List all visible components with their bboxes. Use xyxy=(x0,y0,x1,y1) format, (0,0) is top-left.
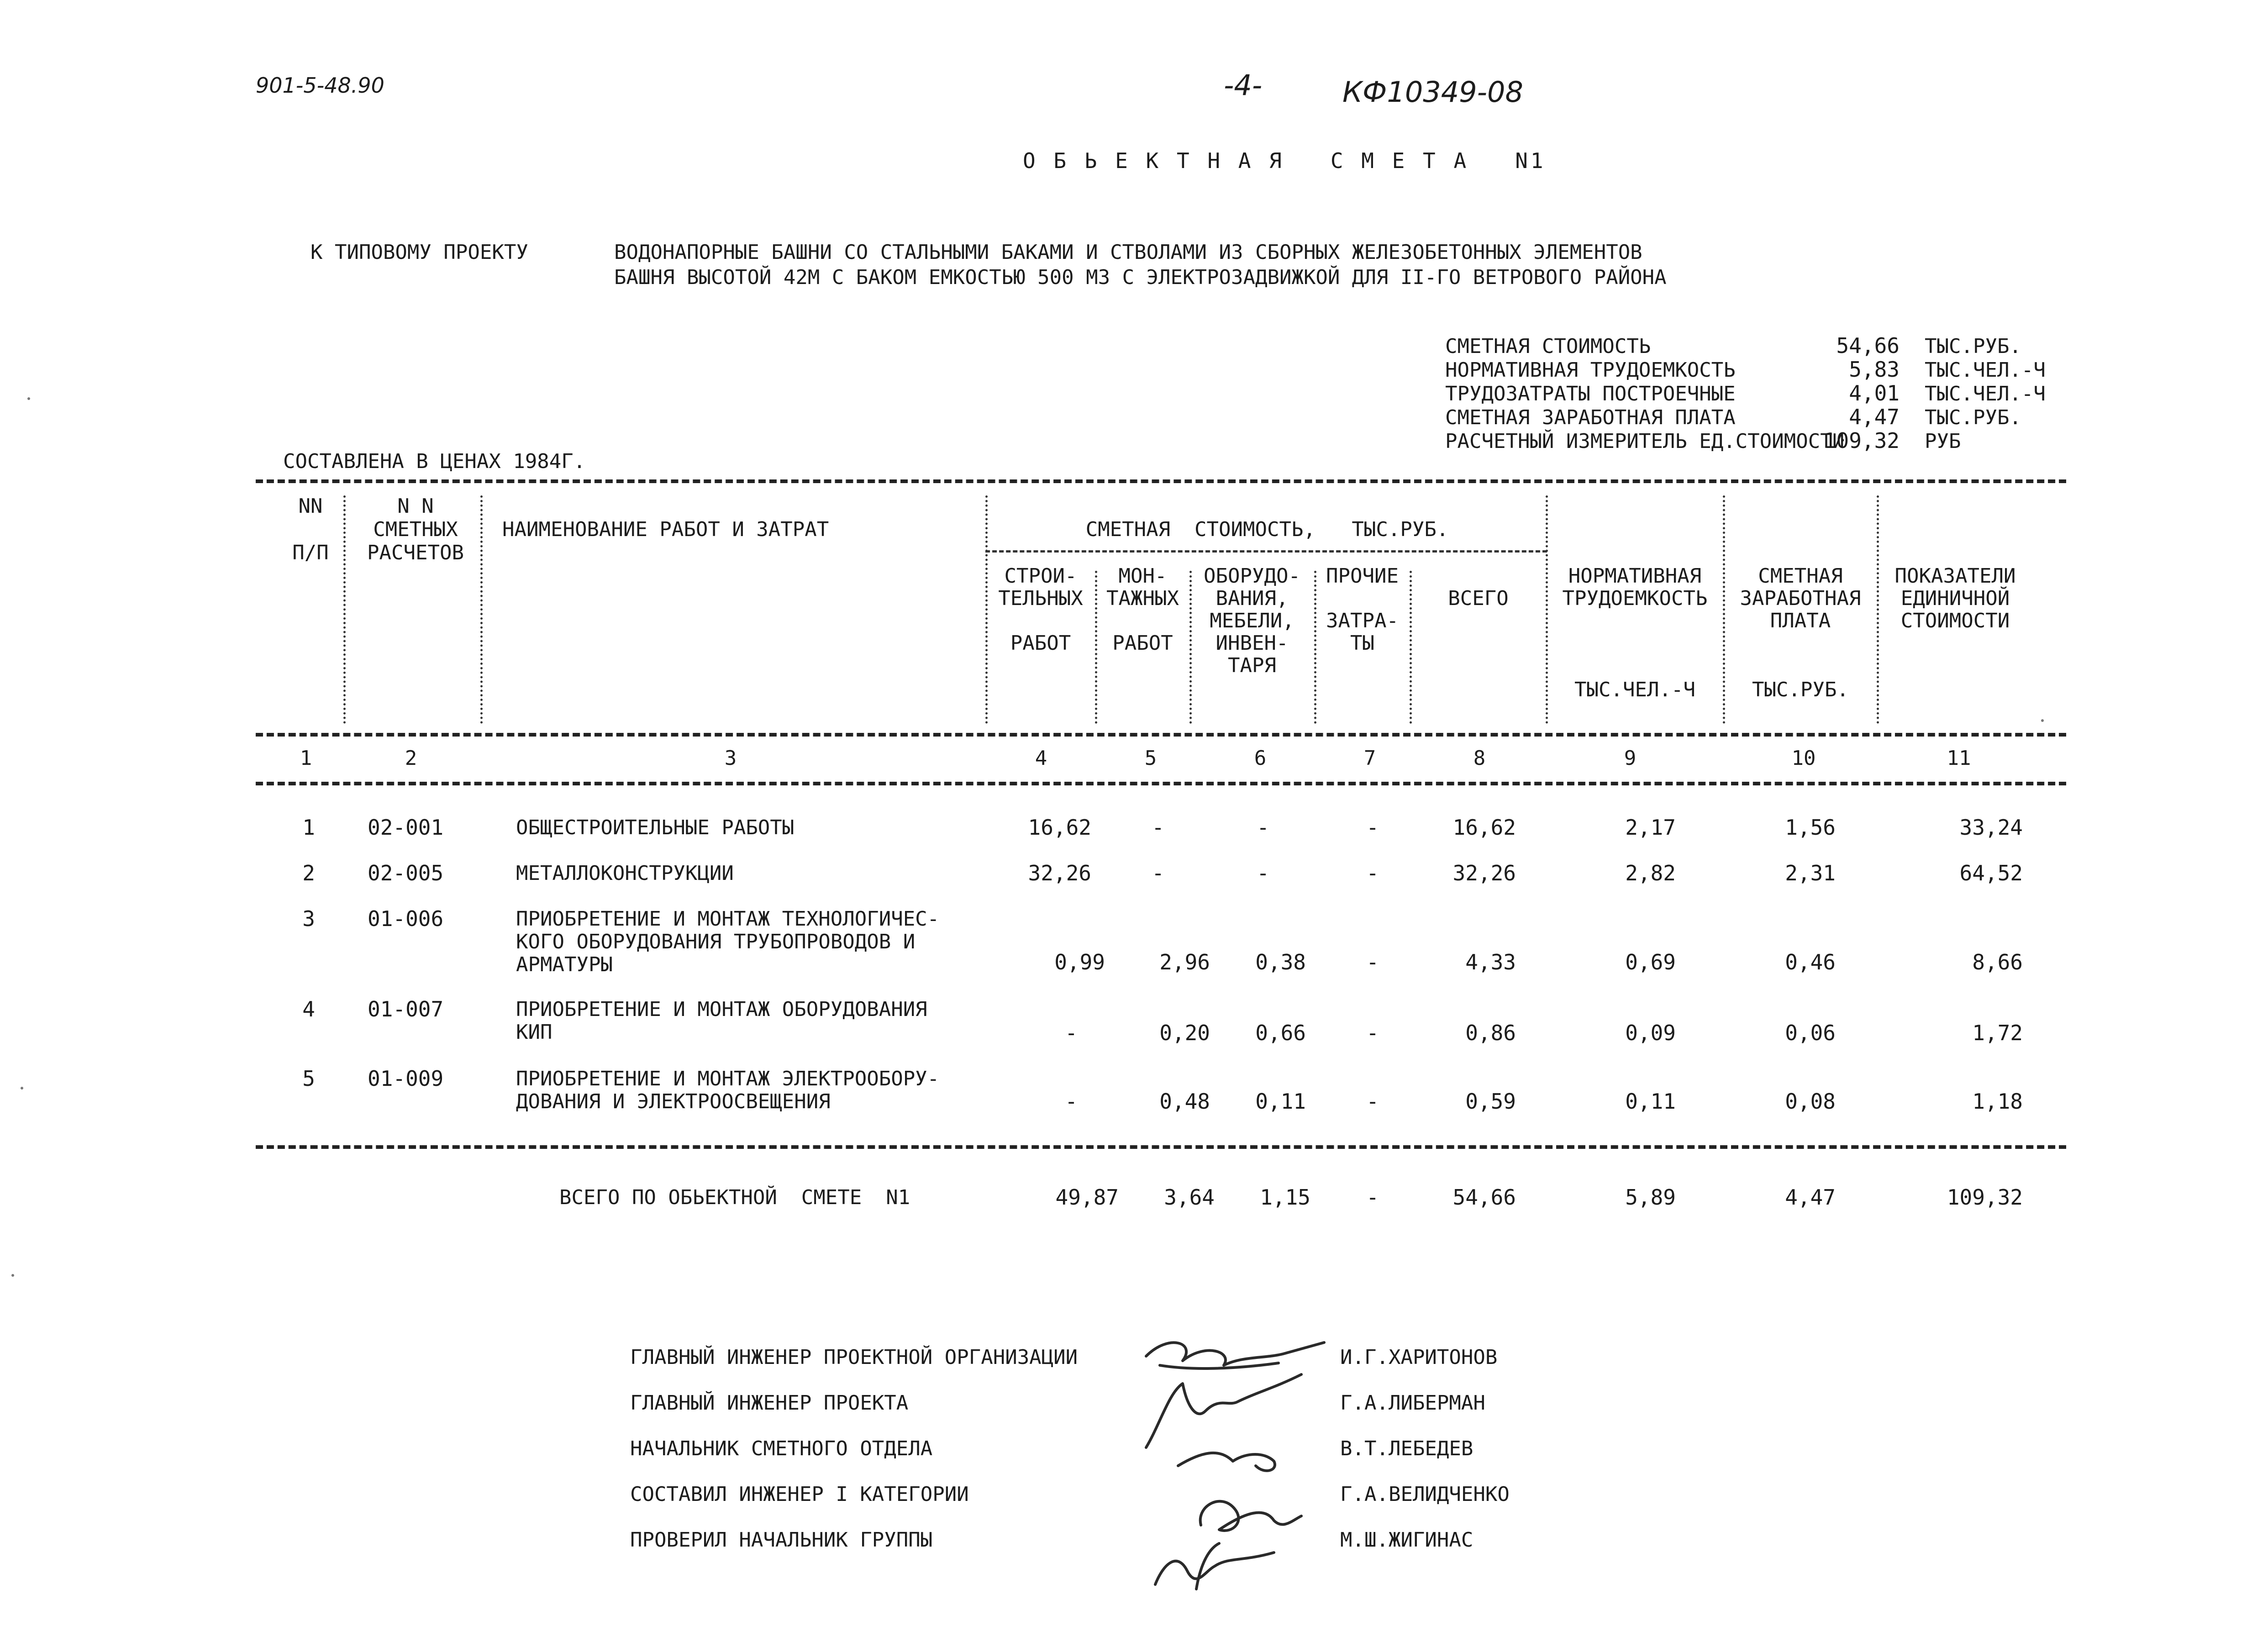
work-name: ПРИОБРЕТЕНИЕ И МОНТАЖ ТЕХНОЛОГИЧЕС- xyxy=(516,907,940,931)
header-name: НАИМЕНОВАНИЕ РАБОТ И ЗАТРАТ xyxy=(502,518,829,541)
work-name: ДОВАНИЯ И ЭЛЕКТРООСВЕЩЕНИЯ xyxy=(516,1090,831,1113)
cell-mounting: - xyxy=(1152,861,1164,885)
cell-other: - xyxy=(1366,861,1379,885)
header-equipment: ОБОРУДО- xyxy=(1204,564,1300,588)
work-name: МЕТАЛЛОКОНСТРУКЦИИ xyxy=(516,862,734,885)
header-wage: ПЛАТА xyxy=(1770,609,1831,632)
cell-construction: 32,26 xyxy=(1028,861,1091,885)
cell-unit-cost: 8,66 xyxy=(1972,950,2023,974)
column-number: 3 xyxy=(724,747,737,770)
column-number: 5 xyxy=(1144,747,1157,770)
cell-unit-cost: 1,18 xyxy=(1972,1089,2023,1114)
summary-value: 5,83 xyxy=(1849,357,1900,382)
cell-mounting: 0,20 xyxy=(1159,1021,1210,1045)
column-number: 10 xyxy=(1791,747,1816,770)
scan-speck xyxy=(2041,719,2044,722)
column-number: 7 xyxy=(1363,747,1376,770)
calc-code: 02-001 xyxy=(368,815,444,840)
row-number: 3 xyxy=(302,906,315,931)
summary-label: НОРМАТИВНАЯ ТРУДОЕМКОСТЬ xyxy=(1445,358,1736,382)
header-labor-unit: ТЫС.ЧЕЛ.-Ч xyxy=(1574,678,1695,701)
scan-speck xyxy=(27,397,30,400)
handwritten-signatures xyxy=(1128,1315,1338,1598)
cell-wage: 2,31 xyxy=(1785,861,1836,885)
row-number: 5 xyxy=(302,1066,315,1091)
total-mounting: 3,64 xyxy=(1164,1185,1215,1210)
cell-construction: 16,62 xyxy=(1028,815,1091,840)
header-equipment: ТАРЯ xyxy=(1228,654,1276,677)
header-unit-cost: ПОКАЗАТЕЛИ xyxy=(1894,564,2016,588)
signatory-name: М.Ш.ЖИГИНАС xyxy=(1340,1528,1473,1552)
signatory-role: НАЧАЛЬНИК СМЕТНОГО ОТДЕЛА xyxy=(630,1437,933,1460)
column-separator xyxy=(343,495,346,724)
header-equipment: ВАНИЯ, xyxy=(1216,587,1289,610)
header-unit-cost: ЕДИНИЧНОЙ xyxy=(1900,587,2010,610)
header-mounting: МОН- xyxy=(1118,564,1167,588)
project-label: К ТИПОВОМУ ПРОЕКТУ xyxy=(310,241,528,264)
header-other: ЗАТРА- xyxy=(1326,609,1399,632)
cell-equipment: - xyxy=(1257,861,1269,885)
header-wage: ЗАРАБОТНАЯ xyxy=(1740,587,1861,610)
signature-stroke xyxy=(1200,1501,1301,1531)
header-wage-unit: ТЫС.РУБ. xyxy=(1752,678,1849,701)
signatory-role: СОСТАВИЛ ИНЖЕНЕР I КАТЕГОРИИ xyxy=(630,1483,969,1506)
cell-total: 0,86 xyxy=(1465,1021,1516,1045)
cell-construction: - xyxy=(1065,1089,1078,1114)
total-wage: 4,47 xyxy=(1785,1185,1836,1210)
column-number: 2 xyxy=(405,747,417,770)
work-name: КОГО ОБОРУДОВАНИЯ ТРУБОПРОВОДОВ И xyxy=(516,930,916,953)
header-wage: СМЕТНАЯ xyxy=(1758,564,1843,588)
document-code: 901-5-48.90 xyxy=(256,73,384,98)
cell-unit-cost: 64,52 xyxy=(1959,861,2023,885)
cell-mounting: 2,96 xyxy=(1159,950,1210,974)
table-top-rule xyxy=(256,479,2066,483)
total-label: ВСЕГО ПО ОБЬЕКТНОЙ СМЕТЕ N1 xyxy=(559,1186,910,1209)
header-labor: ТРУДОЕМКОСТЬ xyxy=(1562,587,1708,610)
column-number: 11 xyxy=(1947,747,1971,770)
cost-group-rule xyxy=(985,550,1547,553)
row-number: 4 xyxy=(302,997,315,1021)
cell-construction: 0,99 xyxy=(1054,950,1105,974)
project-title-line1: ВОДОНАПОРНЫЕ БАШНИ СО СТАЛЬНЫМИ БАКАМИ И СТВОЛАМИ ИЗ СБОРНЫХ ЖЕЛЕЗОБЕТОННЫХ ЭЛЕМЕНТОВ xyxy=(614,241,1642,264)
cell-labor: 0,69 xyxy=(1625,950,1676,974)
header-equipment: МЕБЕЛИ, xyxy=(1210,609,1294,632)
column-numbers-rule xyxy=(256,782,2066,785)
cell-wage: 1,56 xyxy=(1785,815,1836,840)
sheet-stamp: КФ10349-08 xyxy=(1342,75,1523,109)
work-name: КИП xyxy=(516,1021,553,1044)
signature-stroke xyxy=(1146,1342,1324,1365)
calc-code: 01-009 xyxy=(368,1066,444,1091)
signature-stroke xyxy=(1155,1553,1274,1584)
cell-labor: 2,17 xyxy=(1625,815,1676,840)
cell-other: - xyxy=(1366,950,1379,974)
cell-total: 16,62 xyxy=(1452,815,1516,840)
calc-code: 01-006 xyxy=(368,906,444,931)
work-name: ПРИОБРЕТЕНИЕ И МОНТАЖ ЭЛЕКТРООБОРУ- xyxy=(516,1067,940,1090)
summary-unit: ТЫС.ЧЕЛ.-Ч xyxy=(1925,382,2046,405)
header-equipment: ИНВЕН- xyxy=(1216,632,1289,655)
page-number: -4- xyxy=(1224,68,1263,102)
summary-value: 4,47 xyxy=(1849,405,1900,429)
table-bottom-rule xyxy=(256,1145,2066,1149)
summary-unit: ТЫС.ЧЕЛ.-Ч xyxy=(1925,358,2046,382)
cell-other: - xyxy=(1366,1089,1379,1114)
cell-wage: 0,46 xyxy=(1785,950,1836,974)
cell-equipment: 0,66 xyxy=(1255,1021,1306,1045)
signature-stroke xyxy=(1146,1374,1301,1448)
summary-label: СМЕТНАЯ СТОИМОСТЬ xyxy=(1445,335,1651,358)
project-title-line2: БАШНЯ ВЫСОТОЙ 42М С БАКОМ ЕМКОСТЬЮ 500 М3 С ЭЛЕКТРОЗАДВИЖКОЙ ДЛЯ II-ГО ВЕТРОВОГО РАЙОНА xyxy=(614,266,1667,289)
column-number: 9 xyxy=(1624,747,1637,770)
cell-equipment: 0,11 xyxy=(1255,1089,1306,1114)
summary-unit: РУБ xyxy=(1925,430,1961,453)
row-number: 1 xyxy=(302,815,315,840)
signatory-name: В.Т.ЛЕБЕДЕВ xyxy=(1340,1437,1473,1460)
scan-speck xyxy=(21,1087,23,1090)
summary-label: РАСЧЕТНЫЙ ИЗМЕРИТЕЛЬ ЕД.СТОИМОСТИ xyxy=(1445,430,1845,453)
total-unit-cost: 109,32 xyxy=(1947,1185,2023,1210)
header-labor: НОРМАТИВНАЯ xyxy=(1568,564,1702,588)
header-other: ТЫ xyxy=(1350,632,1374,655)
cell-total: 0,59 xyxy=(1465,1089,1516,1114)
cell-total: 32,26 xyxy=(1452,861,1516,885)
cell-other: - xyxy=(1366,815,1379,840)
work-name: АРМАТУРЫ xyxy=(516,953,613,976)
header-total: ВСЕГО xyxy=(1448,587,1509,610)
work-name: ПРИОБРЕТЕНИЕ И МОНТАЖ ОБОРУДОВАНИЯ xyxy=(516,998,927,1021)
total-sum: 54,66 xyxy=(1452,1185,1516,1210)
work-name: ОБЩЕСТРОИТЕЛЬНЫЕ РАБОТЫ xyxy=(516,816,795,839)
cell-mounting: 0,48 xyxy=(1159,1089,1210,1114)
summary-label: СМЕТНАЯ ЗАРАБОТНАЯ ПЛАТА xyxy=(1445,406,1736,429)
cell-unit-cost: 33,24 xyxy=(1959,815,2023,840)
cell-labor: 2,82 xyxy=(1625,861,1676,885)
prices-note: СОСТАВЛЕНА В ЦЕНАХ 1984Г. xyxy=(283,450,586,473)
cell-unit-cost: 1,72 xyxy=(1972,1021,2023,1045)
total-labor: 5,89 xyxy=(1625,1185,1676,1210)
signature-stroke xyxy=(1160,1363,1279,1369)
cell-construction: - xyxy=(1065,1021,1078,1045)
signatory-role: ГЛАВНЫЙ ИНЖЕНЕР ПРОЕКТНОЙ ОРГАНИЗАЦИИ xyxy=(630,1346,1078,1369)
header-unit-cost: СТОИМОСТИ xyxy=(1900,609,2010,632)
header-calc: РАСЧЕТОВ xyxy=(367,541,464,564)
cell-labor: 0,09 xyxy=(1625,1021,1676,1045)
cell-labor: 0,11 xyxy=(1625,1089,1676,1114)
header-other: ПРОЧИЕ xyxy=(1326,564,1399,588)
signatory-role: ПРОВЕРИЛ НАЧАЛЬНИК ГРУППЫ xyxy=(630,1528,933,1552)
cell-equipment: - xyxy=(1257,815,1269,840)
calc-code: 01-007 xyxy=(368,997,444,1021)
header-nn: NN xyxy=(298,495,323,518)
header-cost-group: СМЕТНАЯ СТОИМОСТЬ, ТЫС.РУБ. xyxy=(1085,518,1449,541)
total-equipment: 1,15 xyxy=(1260,1185,1310,1210)
signatory-name: Г.А.ЛИБЕРМАН xyxy=(1340,1391,1485,1415)
summary-unit: ТЫС.РУБ. xyxy=(1925,335,2021,358)
header-nn: П/П xyxy=(292,541,329,564)
column-number: 1 xyxy=(300,747,312,770)
summary-label: ТРУДОЗАТРАТЫ ПОСТРОЕЧНЫЕ xyxy=(1445,382,1736,405)
header-construction: РАБОТ xyxy=(1010,632,1071,655)
column-number: 4 xyxy=(1035,747,1047,770)
header-construction: СТРОИ- xyxy=(1004,564,1077,588)
column-separator xyxy=(480,495,483,724)
column-number: 6 xyxy=(1254,747,1267,770)
signatory-name: Г.А.ВЕЛИДЧЕНКО xyxy=(1340,1483,1510,1506)
total-other: - xyxy=(1366,1185,1379,1210)
header-bottom-rule xyxy=(256,733,2066,737)
summary-unit: ТЫС.РУБ. xyxy=(1925,406,2021,429)
row-number: 2 xyxy=(302,861,315,885)
signature-stroke xyxy=(1178,1453,1275,1471)
column-number: 8 xyxy=(1473,747,1486,770)
cell-mounting: - xyxy=(1152,815,1164,840)
header-mounting: РАБОТ xyxy=(1112,632,1173,655)
scan-speck xyxy=(11,1274,14,1277)
cell-wage: 0,08 xyxy=(1785,1089,1836,1114)
header-calc: СМЕТНЫХ xyxy=(373,518,458,541)
cell-equipment: 0,38 xyxy=(1255,950,1306,974)
header-mounting: ТАЖНЫХ xyxy=(1106,587,1179,610)
signatory-name: И.Г.ХАРИТОНОВ xyxy=(1340,1346,1498,1369)
cell-total: 4,33 xyxy=(1465,950,1516,974)
cell-wage: 0,06 xyxy=(1785,1021,1836,1045)
calc-code: 02-005 xyxy=(368,861,444,885)
total-construction: 49,87 xyxy=(1055,1185,1119,1210)
summary-value: 54,66 xyxy=(1836,333,1900,358)
header-calc: N N xyxy=(397,495,434,518)
cell-other: - xyxy=(1366,1021,1379,1045)
document-title: О Б Ь Е К Т Н А Я С М Е Т А N1 xyxy=(1023,148,1546,173)
summary-value: 4,01 xyxy=(1849,381,1900,405)
header-construction: ТЕЛЬНЫХ xyxy=(998,587,1083,610)
signatory-role: ГЛАВНЫЙ ИНЖЕНЕР ПРОЕКТА xyxy=(630,1391,909,1415)
summary-value: 109,32 xyxy=(1823,428,1900,453)
